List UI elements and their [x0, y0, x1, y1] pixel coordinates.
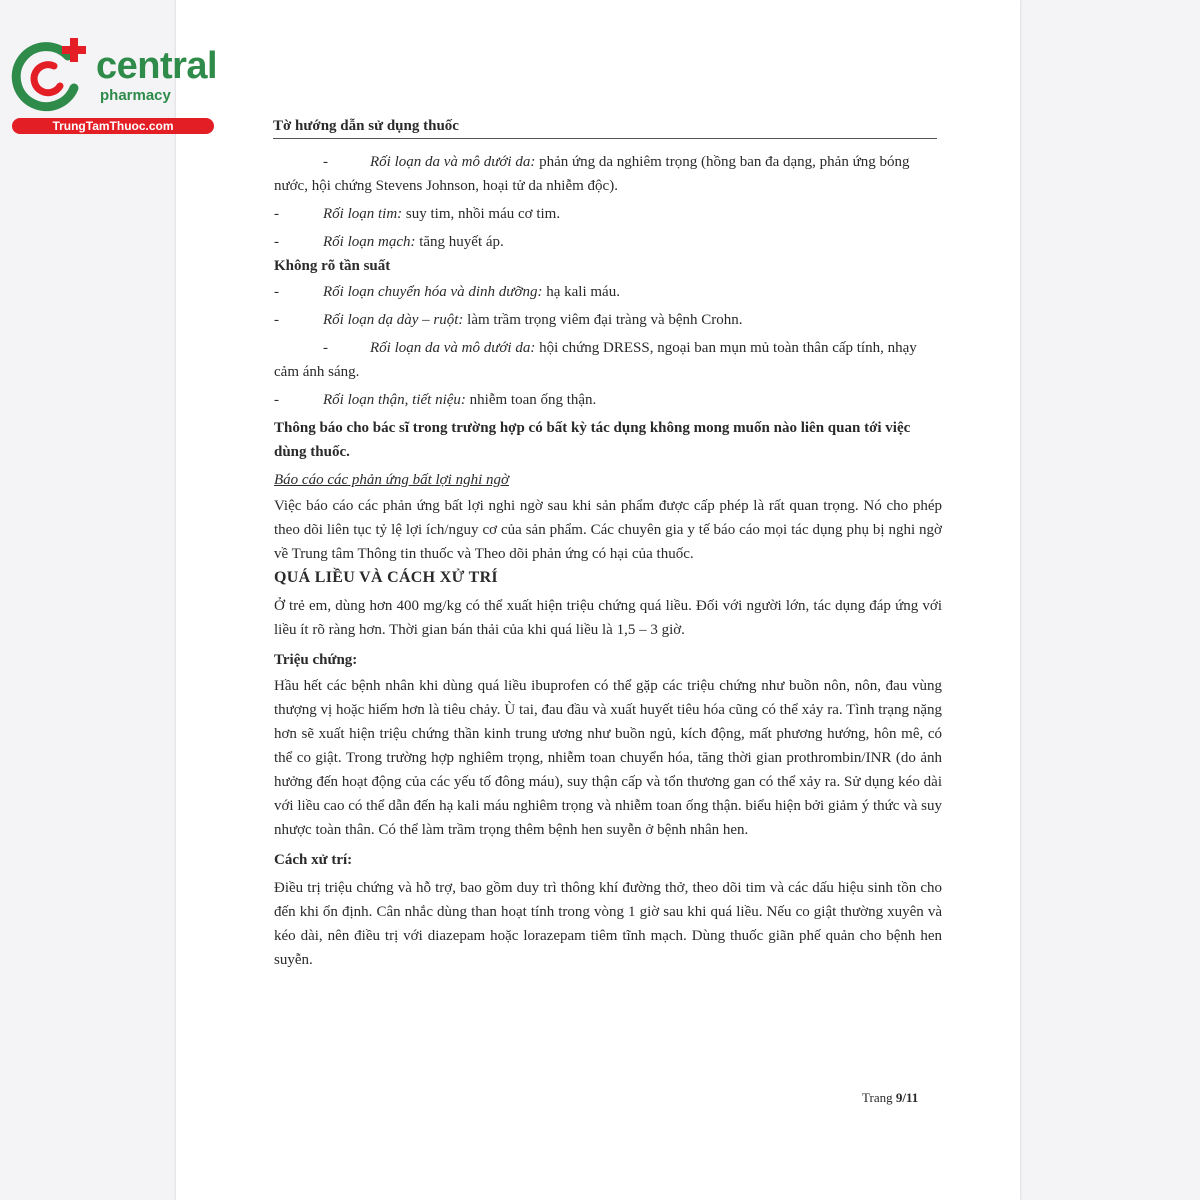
list-item-label: Rối loạn dạ dày – ruột:: [323, 312, 464, 328]
list-item: [274, 336, 942, 384]
list-dash: -: [323, 340, 328, 356]
list-item-text: hội chứng DRESS, ngoại ban mụn mủ toàn thân cấp tính, nhạy cảm ánh sáng.: [274, 340, 917, 380]
brand-logo[interactable]: [8, 36, 218, 136]
list-item: [274, 150, 942, 198]
overdose-intro: Ở trẻ em, dùng hơn 400 mg/kg có thể xuất hiện triệu chứng quá liều. Đối với người lớn, tác dụng đáp ứng với liều ít rõ ràng hơn. Thời gian bán thải của khi quá liều là 1,5 – 3 giờ.: [274, 598, 942, 638]
document-body: [274, 150, 942, 972]
list-item: [274, 280, 942, 304]
section-title: Không rõ tần suất: [274, 258, 391, 274]
list-item: [274, 202, 942, 226]
treatment-title: Cách xử trí:: [274, 852, 353, 868]
list-item-label: Rối loạn da và mô dưới da:: [370, 154, 536, 170]
symptoms-body: Hầu hết các bệnh nhân khi dùng quá liều ibuprofen có thể gặp các triệu chứng như buồn nôn, nôn, đau vùng thượng vị hoặc hiếm hơn là tiêu chảy. Ù tai, đau đầu và xuất huyết tiêu hóa cũng có thể xảy ra. Tình trạng nặng hơn sẽ xuất hiện triệu chứng thần kinh trung ương như buồn ngủ, kích động, mất phương hướng, hôn mê, có thể co giật. Trong trường hợp nghiêm trọng, nhiễm toan chuyển hóa, tăng thời gian prothrombin/INR (do ảnh hưởng đến hoạt động của các yếu tố đông máu), suy thận cấp và tổn thương gan có thể xảy ra. Sử dụng kéo dài với liều cao có thể dẫn đến hạ kali máu nghiêm trọng và nhiễm toan ống thận. biểu hiện bởi giảm ý thức và suy nhược toàn thân. Có thể làm trầm trọng thêm bệnh hen suyễn ở bệnh nhân hen.: [274, 678, 942, 838]
document-header-title: Tờ hướng dẫn sử dụng thuốc: [273, 118, 459, 134]
brand-name: central: [96, 45, 218, 87]
list-dash: -: [274, 206, 279, 222]
overdose-heading: QUÁ LIỀU VÀ CÁCH XỬ TRÍ: [274, 569, 498, 586]
notice-text: Thông báo cho bác sĩ trong trường hợp có bất kỳ tác dụng không mong muốn nào liên quan tới việc dùng thuốc.: [274, 420, 911, 460]
list-item-text: hạ kali máu.: [542, 284, 620, 300]
brand-subtitle: pharmacy: [100, 87, 171, 104]
list-item-label: Rối loạn mạch:: [323, 234, 416, 250]
report-title: Báo cáo các phản ứng bất lợi nghi ngờ: [274, 472, 509, 488]
page-count: 9/11: [895, 1090, 919, 1105]
list-item-text: làm trầm trọng viêm đại tràng và bệnh Crohn.: [463, 312, 743, 328]
header-divider: [273, 138, 937, 139]
list-item-label: Rối loạn tim:: [323, 206, 403, 222]
list-item-text: phản ứng da nghiêm trọng (hồng ban đa dạng, phản ứng bóng nước, hội chứng Stevens Johnson, hoại tử da nhiễm độc).: [274, 154, 910, 194]
treatment-body: Điều trị triệu chứng và hỗ trợ, bao gồm duy trì thông khí đường thở, theo dõi tim và các dấu hiệu sinh tồn cho đến khi ổn định. Cân nhắc dùng than hoạt tính trong vòng 1 giờ sau khi quá liều. Nếu co giật thường xuyên và kéo dài, nên điều trị với diazepam hoặc lorazepam tiêm tĩnh mạch. Dùng thuốc giãn phế quản cho bệnh hen suyễn.: [274, 880, 942, 968]
list-item: [274, 230, 942, 254]
symptoms-title: Triệu chứng:: [274, 652, 358, 668]
list-item-label: Rối loạn thận, tiết niệu:: [323, 392, 466, 408]
brand-url[interactable]: TrungTamThuoc.com: [12, 118, 214, 134]
list-item: [274, 388, 942, 412]
list-dash: -: [274, 234, 279, 250]
list-item-text: tăng huyết áp.: [415, 234, 504, 250]
list-dash: -: [274, 392, 279, 408]
page-number: [862, 1090, 918, 1106]
list-dash: -: [323, 154, 328, 170]
list-item-text: nhiễm toan ống thận.: [465, 392, 597, 408]
pharmacy-cross-icon: [10, 36, 96, 116]
page-label: Trang: [862, 1090, 893, 1105]
report-body: Việc báo cáo các phản ứng bất lợi nghi ngờ sau khi sản phẩm được cấp phép là rất quan trọng. Nó cho phép theo dõi liên tục tỷ lệ lợi ích/nguy cơ của sản phẩm. Các chuyên gia y tế báo cáo mọi tác dụng phụ bị nghi ngờ về Trung tâm Thông tin thuốc và Theo dõi phản ứng có hại của thuốc.: [274, 498, 942, 562]
list-item-label: Rối loạn chuyển hóa và dinh dưỡng:: [323, 284, 543, 300]
list-dash: -: [274, 284, 279, 300]
list-item-text: suy tim, nhồi máu cơ tim.: [402, 206, 561, 222]
list-dash: -: [274, 312, 279, 328]
list-item-label: Rối loạn da và mô dưới da:: [370, 340, 536, 356]
list-item: [274, 308, 942, 332]
